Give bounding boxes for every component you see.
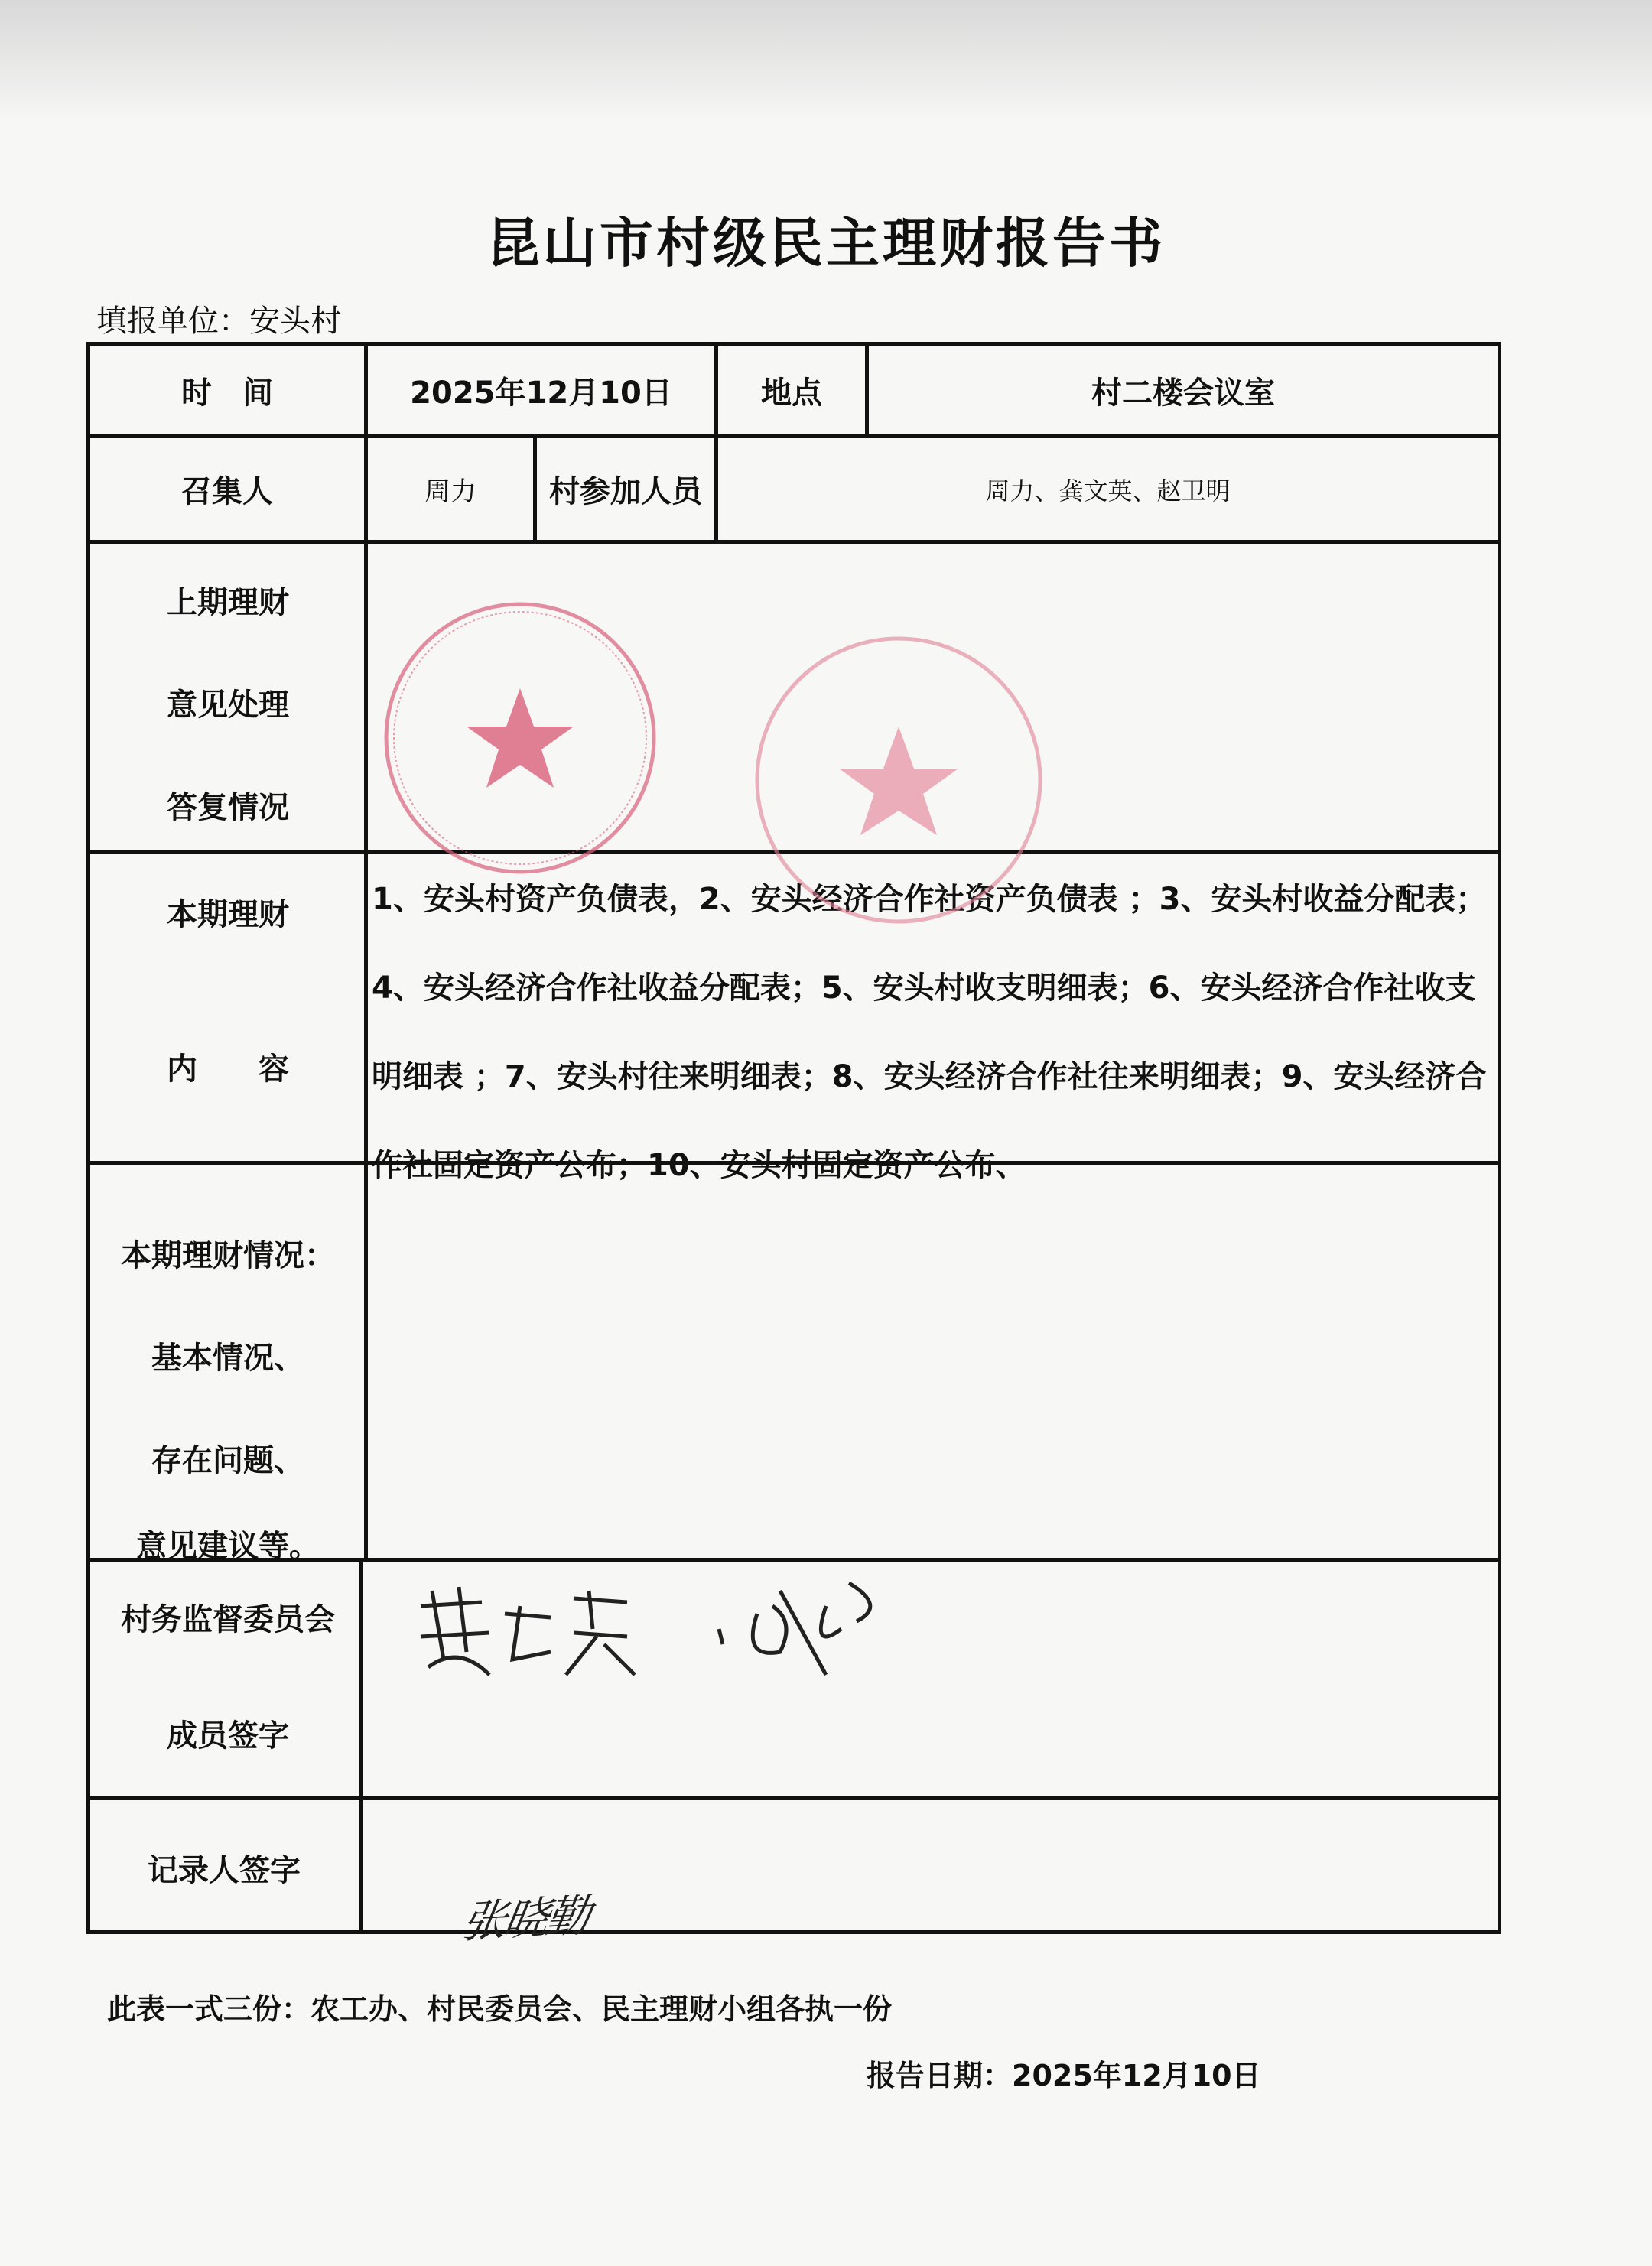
situation-label-4: 意见建议等。 <box>136 1529 320 1564</box>
table-rule <box>86 1796 1501 1800</box>
convener-value: 周力 <box>424 476 476 507</box>
place-label: 地点 <box>761 375 822 411</box>
table-rule <box>86 540 1501 544</box>
previous-label-3: 答复情况 <box>167 790 289 825</box>
table-rule <box>86 1930 1501 1934</box>
current-content: 1、安头村资产负债表，2、安头经济合作社资产负债表 ；3、安头村收益分配表；4、安头经济合作社收益分配表；5、安头村收支明细表；6、安头经济合作社收支明细表 ；7、安头村往来明细表；8、安头经济合作社往来明细表；9、安头经济合作社固定资产公布；10、安头村固定资产公布、 <box>372 882 1487 1183</box>
supervision-committee-seal <box>746 627 1067 933</box>
scan-shadow <box>0 0 1652 122</box>
situation-label-3: 存在问题、 <box>151 1443 304 1478</box>
star-icon <box>467 688 574 788</box>
current-label-1: 本期理财 <box>167 897 289 932</box>
previous-label-1: 上期理财 <box>167 585 289 620</box>
time-label: 时 间 <box>181 375 273 411</box>
star-icon <box>839 727 958 835</box>
convener-label: 召集人 <box>181 474 273 509</box>
report-date: 报告日期：2025年12月10日 <box>867 2059 1261 2092</box>
place-value: 村二楼会议室 <box>1091 375 1275 411</box>
fill-unit: 填报单位：安头村 <box>96 304 341 339</box>
committee-sign-label-2: 成员签字 <box>167 1718 289 1754</box>
time-value: 2025年12月10日 <box>410 375 672 411</box>
page-title: 昆山市村级民主理财报告书 <box>486 212 1166 275</box>
situation-label-2: 基本情况、 <box>151 1341 304 1376</box>
table-rule <box>1498 342 1501 1934</box>
footer-note: 此表一式三份：农工办、村民委员会、民主理财小组各执一份 <box>107 1992 893 2026</box>
recorder-signature: 张晓勤 <box>457 1889 592 1949</box>
current-label-2: 内 容 <box>167 1052 289 1087</box>
participants-label: 村参加人员 <box>549 474 702 509</box>
committee-sign-label-1: 村务监督委员会 <box>121 1602 335 1637</box>
situation-label-1: 本期理财情况： <box>121 1238 335 1273</box>
committee-signatures <box>398 1560 948 1698</box>
cooperative-seal <box>367 589 688 879</box>
previous-label-2: 意见处理 <box>167 688 289 723</box>
participants-value: 周力、龚文英、赵卫明 <box>985 476 1231 506</box>
recorder-sign-label: 记录人签字 <box>148 1853 301 1888</box>
